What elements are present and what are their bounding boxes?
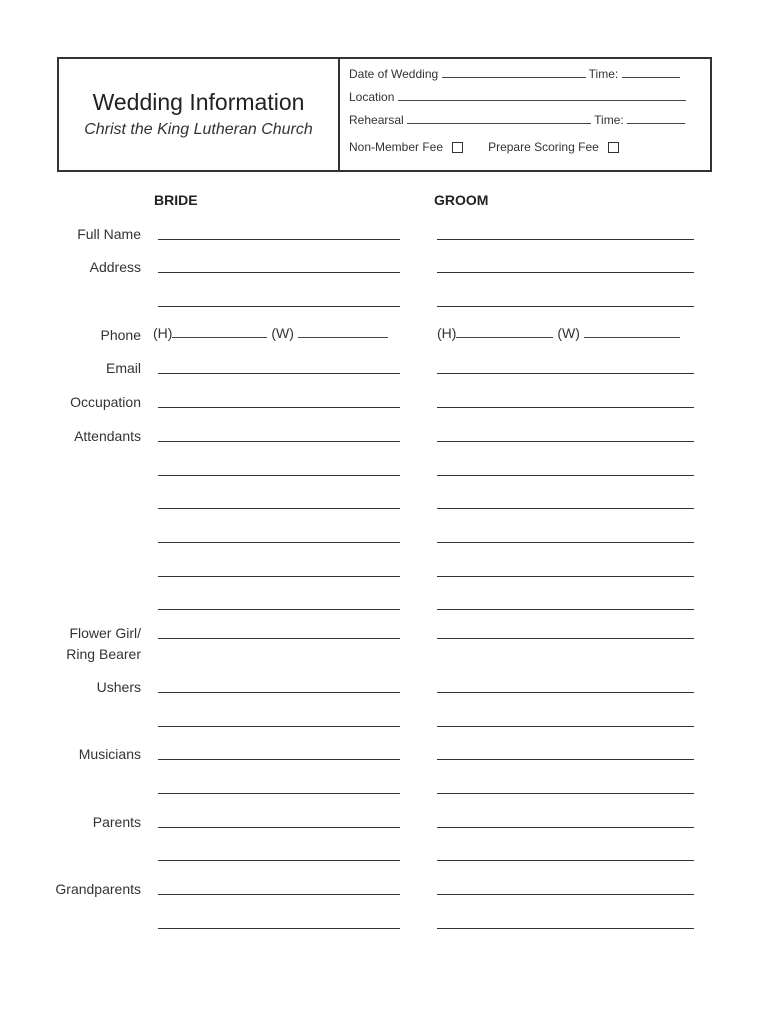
email-label: Email <box>105 360 141 376</box>
ushers-label: Ushers <box>96 679 141 695</box>
fees-row <box>349 140 619 154</box>
groom-grandparents-field[interactable] <box>437 894 694 895</box>
bride-phone-home-label: (H) <box>153 325 173 341</box>
parents-label: Parents <box>92 814 141 830</box>
location-field[interactable] <box>398 90 686 101</box>
ring-bearer-label: Ring Bearer <box>66 646 141 662</box>
groom-attendants-field[interactable] <box>437 542 694 543</box>
groom-parents-field[interactable] <box>437 827 694 828</box>
date-of-wedding-field[interactable] <box>442 67 586 78</box>
groom-attendants-field[interactable] <box>437 475 694 476</box>
groom-full-name-field[interactable] <box>437 239 694 240</box>
groom-attendants-field[interactable] <box>437 441 694 442</box>
groom-ushers-field[interactable] <box>437 692 694 693</box>
bride-attendants-field[interactable] <box>158 508 400 509</box>
wedding-time-field[interactable] <box>622 67 680 78</box>
bride-flower-girl-field[interactable] <box>158 638 400 639</box>
prepare-scoring-fee-label: Prepare Scoring Fee <box>488 140 599 154</box>
bride-grandparents-field[interactable] <box>158 894 400 895</box>
groom-phone-home-field[interactable] <box>456 327 553 338</box>
bride-occupation-field[interactable] <box>158 407 400 408</box>
occupation-label: Occupation <box>70 394 141 410</box>
groom-musicians-field[interactable] <box>437 759 694 760</box>
groom-column-header: GROOM <box>434 192 489 208</box>
flower-girl-label: Flower Girl/ <box>69 625 141 641</box>
musicians-label: Musicians <box>78 746 141 762</box>
rehearsal-time-field[interactable] <box>627 113 685 124</box>
bride-ushers-field[interactable] <box>158 726 400 727</box>
bride-phone-work-label: (W) <box>271 325 294 341</box>
bride-column-header: BRIDE <box>154 192 198 208</box>
groom-attendants-field[interactable] <box>437 609 694 610</box>
prepare-scoring-fee-checkbox[interactable] <box>608 142 619 153</box>
groom-occupation-field[interactable] <box>437 407 694 408</box>
bride-attendants-field[interactable] <box>158 441 400 442</box>
groom-phone-row <box>437 325 680 341</box>
rehearsal-field[interactable] <box>407 113 591 124</box>
grandparents-label: Grandparents <box>55 881 141 897</box>
groom-musicians-field[interactable] <box>437 793 694 794</box>
location-label: Location <box>349 90 395 104</box>
groom-phone-home-label: (H) <box>437 325 457 341</box>
non-member-fee-checkbox[interactable] <box>452 142 463 153</box>
groom-parents-field[interactable] <box>437 860 694 861</box>
bride-attendants-field[interactable] <box>158 609 400 610</box>
bride-ushers-field[interactable] <box>158 692 400 693</box>
phone-label: Phone <box>100 327 141 343</box>
groom-attendants-field[interactable] <box>437 508 694 509</box>
groom-address-field[interactable] <box>437 306 694 307</box>
rehearsal-label: Rehearsal <box>349 113 404 127</box>
bride-grandparents-field[interactable] <box>158 928 400 929</box>
groom-address-field[interactable] <box>437 272 694 273</box>
address-label: Address <box>89 259 141 275</box>
bride-attendants-field[interactable] <box>158 542 400 543</box>
page-subtitle: Christ the King Lutheran Church <box>84 121 313 138</box>
location-row <box>349 90 686 104</box>
rehearsal-row <box>349 113 685 127</box>
date-of-wedding-row <box>349 67 680 81</box>
bride-address-field[interactable] <box>158 272 400 273</box>
bride-email-field[interactable] <box>158 373 400 374</box>
non-member-fee-label: Non-Member Fee <box>349 140 444 154</box>
groom-ring-bearer-field[interactable] <box>437 638 694 639</box>
groom-phone-work-field[interactable] <box>584 327 680 338</box>
groom-ushers-field[interactable] <box>437 726 694 727</box>
bride-phone-work-field[interactable] <box>298 327 388 338</box>
rehearsal-time-label: Time: <box>594 113 624 127</box>
attendants-label: Attendants <box>74 428 141 444</box>
bride-phone-home-field[interactable] <box>172 327 267 338</box>
groom-grandparents-field[interactable] <box>437 928 694 929</box>
bride-musicians-field[interactable] <box>158 793 400 794</box>
header-title-block <box>59 59 340 170</box>
bride-address-field[interactable] <box>158 306 400 307</box>
full-name-label: Full Name <box>77 226 141 242</box>
bride-attendants-field[interactable] <box>158 475 400 476</box>
bride-attendants-field[interactable] <box>158 576 400 577</box>
groom-email-field[interactable] <box>437 373 694 374</box>
page-title: Wedding Information <box>92 89 305 115</box>
bride-musicians-field[interactable] <box>158 759 400 760</box>
groom-attendants-field[interactable] <box>437 576 694 577</box>
bride-parents-field[interactable] <box>158 827 400 828</box>
groom-phone-work-label: (W) <box>557 325 580 341</box>
date-of-wedding-label: Date of Wedding <box>349 67 439 81</box>
bride-phone-row <box>153 325 388 341</box>
bride-full-name-field[interactable] <box>158 239 400 240</box>
wedding-time-label: Time: <box>588 67 619 81</box>
bride-parents-field[interactable] <box>158 860 400 861</box>
